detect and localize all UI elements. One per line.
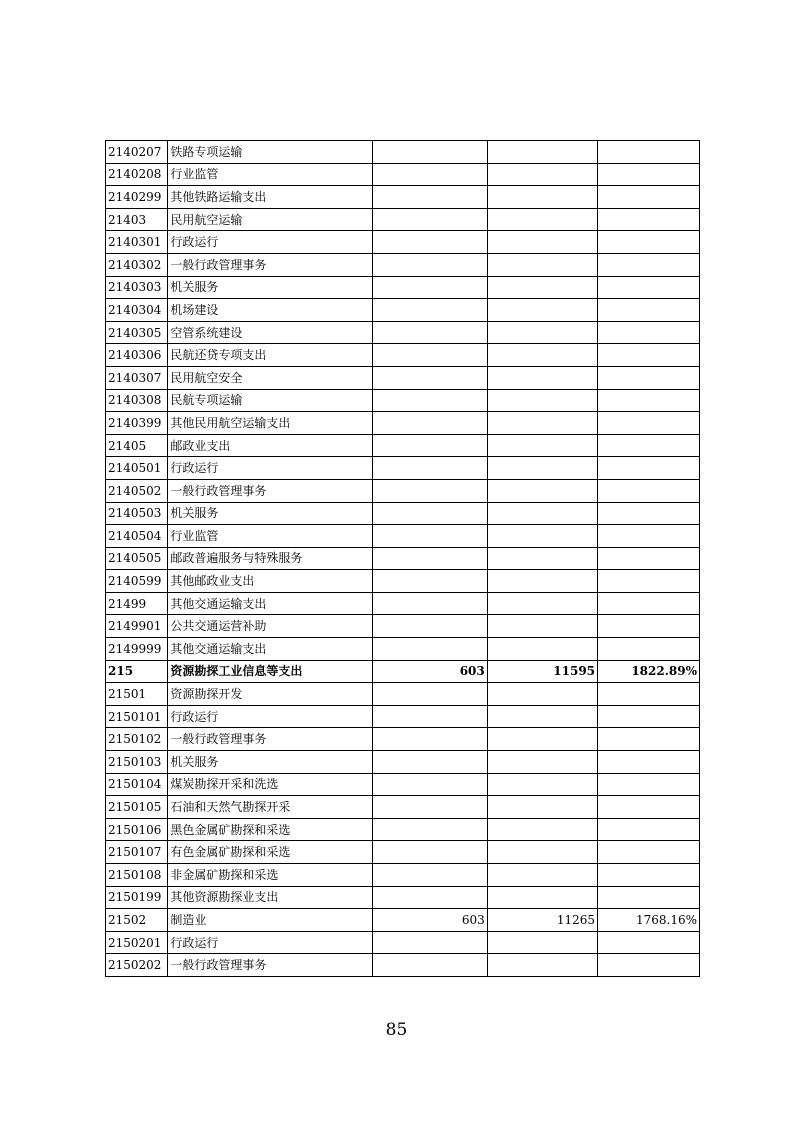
value-cell-1 [373, 954, 487, 977]
code-cell: 2140504 [106, 525, 168, 548]
value-cell-2 [487, 864, 597, 887]
name-cell: 机场建设 [168, 299, 373, 322]
code-cell: 2150101 [106, 705, 168, 728]
budget-table-body [106, 141, 700, 977]
page-number: 85 [385, 1020, 408, 1040]
table-row [106, 344, 700, 367]
table-row [106, 457, 700, 480]
table-row [106, 163, 700, 186]
code-cell: 21502 [106, 909, 168, 932]
name-cell: 邮政业支出 [168, 434, 373, 457]
value-cell-3 [598, 389, 700, 412]
name-cell: 空管系统建设 [168, 321, 373, 344]
value-cell-3 [598, 141, 700, 164]
value-cell-1: 603 [373, 660, 487, 683]
code-cell: 2140207 [106, 141, 168, 164]
value-cell-3 [598, 570, 700, 593]
value-cell-2 [487, 412, 597, 435]
name-cell: 一般行政管理事务 [168, 954, 373, 977]
value-cell-3 [598, 163, 700, 186]
value-cell-3: 1822.89% [598, 660, 700, 683]
value-cell-1 [373, 389, 487, 412]
table-row [106, 638, 700, 661]
value-cell-1 [373, 366, 487, 389]
value-cell-1 [373, 705, 487, 728]
name-cell: 铁路专项运输 [168, 141, 373, 164]
table-row [106, 592, 700, 615]
value-cell-2 [487, 253, 597, 276]
value-cell-3 [598, 818, 700, 841]
code-cell: 2150108 [106, 864, 168, 887]
name-cell: 其他铁路运输支出 [168, 186, 373, 209]
value-cell-1 [373, 683, 487, 706]
value-cell-3 [598, 705, 700, 728]
name-cell: 机关服务 [168, 751, 373, 774]
value-cell-2 [487, 954, 597, 977]
value-cell-3 [598, 253, 700, 276]
value-cell-1 [373, 412, 487, 435]
code-cell: 2150106 [106, 818, 168, 841]
value-cell-1 [373, 253, 487, 276]
value-cell-3 [598, 479, 700, 502]
code-cell: 2140304 [106, 299, 168, 322]
value-cell-1 [373, 592, 487, 615]
value-cell-3 [598, 502, 700, 525]
table-row [106, 208, 700, 231]
name-cell: 有色金属矿勘探和采选 [168, 841, 373, 864]
value-cell-2 [487, 683, 597, 706]
code-cell: 21501 [106, 683, 168, 706]
value-cell-3 [598, 434, 700, 457]
table-row [106, 886, 700, 909]
name-cell: 其他邮政业支出 [168, 570, 373, 593]
code-cell: 2140305 [106, 321, 168, 344]
value-cell-1 [373, 525, 487, 548]
name-cell: 公共交通运营补助 [168, 615, 373, 638]
value-cell-3 [598, 592, 700, 615]
value-cell-3 [598, 931, 700, 954]
name-cell: 其他资源勘探业支出 [168, 886, 373, 909]
code-cell: 2150201 [106, 931, 168, 954]
value-cell-3 [598, 683, 700, 706]
code-cell: 2150103 [106, 751, 168, 774]
table-row [106, 751, 700, 774]
value-cell-2: 11265 [487, 909, 597, 932]
code-cell: 2150199 [106, 886, 168, 909]
value-cell-1 [373, 728, 487, 751]
value-cell-1 [373, 547, 487, 570]
table-row [106, 434, 700, 457]
table-row [106, 525, 700, 548]
name-cell: 其他交通运输支出 [168, 592, 373, 615]
value-cell-2 [487, 773, 597, 796]
value-cell-3 [598, 321, 700, 344]
value-cell-2 [487, 479, 597, 502]
table-row [106, 502, 700, 525]
table-row [106, 299, 700, 322]
value-cell-2 [487, 751, 597, 774]
code-cell: 215 [106, 660, 168, 683]
table-row [106, 660, 700, 683]
value-cell-1 [373, 141, 487, 164]
code-cell: 2140301 [106, 231, 168, 254]
code-cell: 2140399 [106, 412, 168, 435]
value-cell-3 [598, 186, 700, 209]
code-cell: 2150202 [106, 954, 168, 977]
table-row [106, 796, 700, 819]
value-cell-2 [487, 931, 597, 954]
value-cell-1 [373, 479, 487, 502]
value-cell-2 [487, 208, 597, 231]
value-cell-2 [487, 818, 597, 841]
value-cell-2 [487, 276, 597, 299]
code-cell: 21499 [106, 592, 168, 615]
value-cell-2 [487, 344, 597, 367]
value-cell-1 [373, 208, 487, 231]
table-row [106, 909, 700, 932]
value-cell-3 [598, 773, 700, 796]
table-row [106, 366, 700, 389]
code-cell: 21405 [106, 434, 168, 457]
name-cell: 行政运行 [168, 231, 373, 254]
table-row [106, 321, 700, 344]
value-cell-1 [373, 818, 487, 841]
name-cell: 邮政普遍服务与特殊服务 [168, 547, 373, 570]
code-cell: 2140503 [106, 502, 168, 525]
table-row [106, 253, 700, 276]
value-cell-3 [598, 208, 700, 231]
code-cell: 2140502 [106, 479, 168, 502]
code-cell: 21403 [106, 208, 168, 231]
name-cell: 石油和天然气勘探开采 [168, 796, 373, 819]
value-cell-1 [373, 299, 487, 322]
code-cell: 2150104 [106, 773, 168, 796]
name-cell: 行业监管 [168, 525, 373, 548]
table-row [106, 864, 700, 887]
value-cell-3 [598, 547, 700, 570]
value-cell-1 [373, 321, 487, 344]
name-cell: 行业监管 [168, 163, 373, 186]
code-cell: 2149901 [106, 615, 168, 638]
table-row [106, 479, 700, 502]
value-cell-2 [487, 728, 597, 751]
value-cell-2 [487, 231, 597, 254]
value-cell-2 [487, 186, 597, 209]
table-row [106, 570, 700, 593]
value-cell-2 [487, 886, 597, 909]
name-cell: 行政运行 [168, 457, 373, 480]
value-cell-2 [487, 841, 597, 864]
value-cell-3 [598, 638, 700, 661]
value-cell-2 [487, 434, 597, 457]
budget-table [105, 140, 700, 977]
name-cell: 行政运行 [168, 705, 373, 728]
value-cell-1 [373, 886, 487, 909]
value-cell-1 [373, 434, 487, 457]
value-cell-3 [598, 457, 700, 480]
table-row [106, 412, 700, 435]
table-row [106, 728, 700, 751]
value-cell-1 [373, 796, 487, 819]
value-cell-3 [598, 796, 700, 819]
value-cell-2 [487, 796, 597, 819]
value-cell-1 [373, 276, 487, 299]
value-cell-1: 603 [373, 909, 487, 932]
table-row [106, 683, 700, 706]
name-cell: 民用航空安全 [168, 366, 373, 389]
name-cell: 民航还贷专项支出 [168, 344, 373, 367]
value-cell-3 [598, 864, 700, 887]
name-cell: 机关服务 [168, 502, 373, 525]
value-cell-2 [487, 163, 597, 186]
code-cell: 2140302 [106, 253, 168, 276]
value-cell-3 [598, 886, 700, 909]
value-cell-3 [598, 728, 700, 751]
name-cell: 其他交通运输支出 [168, 638, 373, 661]
code-cell: 2140599 [106, 570, 168, 593]
code-cell: 2140307 [106, 366, 168, 389]
code-cell: 2150107 [106, 841, 168, 864]
value-cell-2 [487, 547, 597, 570]
code-cell: 2149999 [106, 638, 168, 661]
table-row [106, 141, 700, 164]
table-row [106, 186, 700, 209]
value-cell-3 [598, 412, 700, 435]
table-row [106, 547, 700, 570]
value-cell-1 [373, 864, 487, 887]
value-cell-1 [373, 638, 487, 661]
table-row [106, 954, 700, 977]
table-row [106, 615, 700, 638]
name-cell: 其他民用航空运输支出 [168, 412, 373, 435]
value-cell-3 [598, 841, 700, 864]
value-cell-3 [598, 751, 700, 774]
value-cell-2 [487, 366, 597, 389]
value-cell-2 [487, 502, 597, 525]
table-row [106, 276, 700, 299]
value-cell-3 [598, 954, 700, 977]
table-row [106, 705, 700, 728]
name-cell: 煤炭勘探开采和洗选 [168, 773, 373, 796]
value-cell-1 [373, 344, 487, 367]
code-cell: 2140303 [106, 276, 168, 299]
value-cell-2 [487, 457, 597, 480]
code-cell: 2140306 [106, 344, 168, 367]
value-cell-2 [487, 525, 597, 548]
value-cell-1 [373, 502, 487, 525]
name-cell: 资源勘探工业信息等支出 [168, 660, 373, 683]
name-cell: 机关服务 [168, 276, 373, 299]
value-cell-3: 1768.16% [598, 909, 700, 932]
value-cell-2 [487, 389, 597, 412]
name-cell: 资源勘探开发 [168, 683, 373, 706]
code-cell: 2140208 [106, 163, 168, 186]
value-cell-2 [487, 141, 597, 164]
value-cell-3 [598, 231, 700, 254]
code-cell: 2140505 [106, 547, 168, 570]
table-row [106, 818, 700, 841]
value-cell-2 [487, 321, 597, 344]
value-cell-1 [373, 751, 487, 774]
value-cell-2: 11595 [487, 660, 597, 683]
value-cell-1 [373, 457, 487, 480]
name-cell: 民用航空运输 [168, 208, 373, 231]
name-cell: 非金属矿勘探和采选 [168, 864, 373, 887]
value-cell-1 [373, 841, 487, 864]
value-cell-2 [487, 299, 597, 322]
value-cell-3 [598, 525, 700, 548]
code-cell: 2140308 [106, 389, 168, 412]
value-cell-2 [487, 705, 597, 728]
table-row [106, 841, 700, 864]
value-cell-2 [487, 615, 597, 638]
value-cell-3 [598, 299, 700, 322]
value-cell-2 [487, 638, 597, 661]
name-cell: 一般行政管理事务 [168, 253, 373, 276]
value-cell-3 [598, 615, 700, 638]
code-cell: 2140501 [106, 457, 168, 480]
table-row [106, 389, 700, 412]
value-cell-1 [373, 570, 487, 593]
code-cell: 2150105 [106, 796, 168, 819]
value-cell-1 [373, 615, 487, 638]
name-cell: 民航专项运输 [168, 389, 373, 412]
name-cell: 行政运行 [168, 931, 373, 954]
value-cell-3 [598, 366, 700, 389]
value-cell-1 [373, 186, 487, 209]
value-cell-1 [373, 231, 487, 254]
name-cell: 制造业 [168, 909, 373, 932]
table-row [106, 773, 700, 796]
code-cell: 2150102 [106, 728, 168, 751]
value-cell-3 [598, 344, 700, 367]
table-row [106, 231, 700, 254]
code-cell: 2140299 [106, 186, 168, 209]
value-cell-2 [487, 592, 597, 615]
value-cell-1 [373, 163, 487, 186]
name-cell: 一般行政管理事务 [168, 728, 373, 751]
value-cell-3 [598, 276, 700, 299]
value-cell-1 [373, 931, 487, 954]
name-cell: 一般行政管理事务 [168, 479, 373, 502]
table-row [106, 931, 700, 954]
value-cell-2 [487, 570, 597, 593]
name-cell: 黑色金属矿勘探和采选 [168, 818, 373, 841]
value-cell-1 [373, 773, 487, 796]
